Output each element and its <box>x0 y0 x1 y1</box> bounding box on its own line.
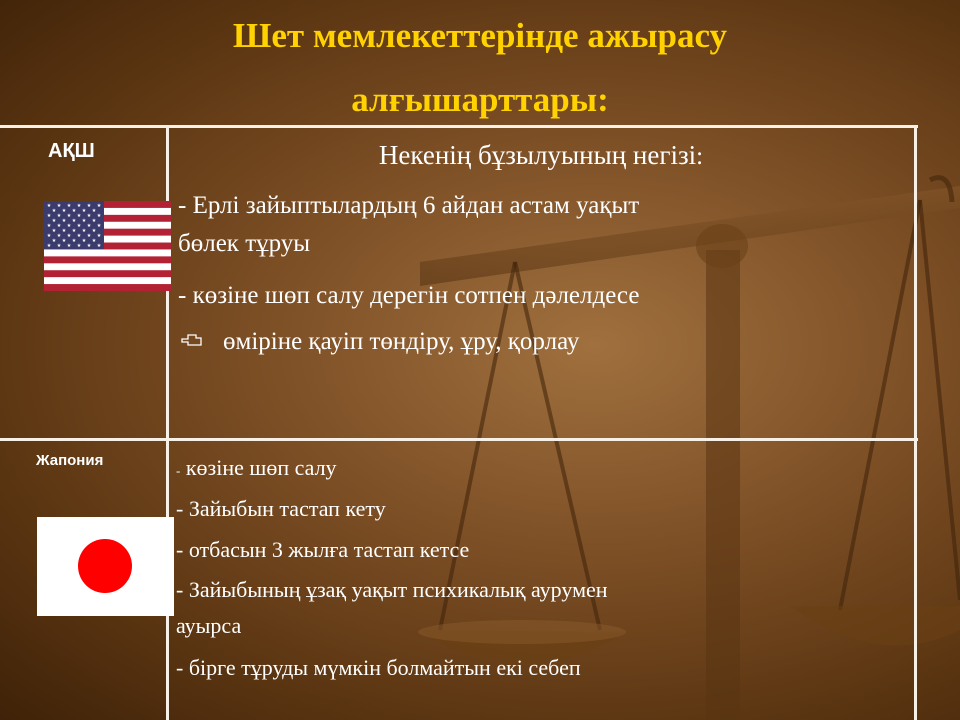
svg-text:★: ★ <box>91 209 97 214</box>
usa-reason-line-1: - Ерлі зайыптылардың 6 айдан астам уақыт <box>178 192 640 219</box>
svg-text:★: ★ <box>76 244 82 249</box>
svg-text:★: ★ <box>61 229 67 234</box>
svg-text:★: ★ <box>81 239 87 244</box>
svg-text:★: ★ <box>86 244 92 249</box>
us-flag-icon <box>44 201 171 291</box>
svg-text:★: ★ <box>91 239 97 244</box>
slide-title-line-2: алғышарттары: <box>351 80 609 119</box>
table-border-middle <box>0 438 918 441</box>
svg-text:★: ★ <box>61 209 67 214</box>
usa-reason-line-4: өміріне қауіп төндіру, ұру, қорлау <box>223 328 580 355</box>
svg-text:★: ★ <box>76 224 82 229</box>
svg-text:★: ★ <box>61 219 67 224</box>
svg-text:★: ★ <box>91 219 97 224</box>
svg-text:★: ★ <box>86 224 92 229</box>
svg-text:★: ★ <box>46 244 52 249</box>
country-label-usa: АҚШ <box>48 140 95 162</box>
svg-text:★: ★ <box>56 214 62 219</box>
svg-text:★: ★ <box>96 214 102 219</box>
svg-text:★: ★ <box>96 224 102 229</box>
usa-heading-text: Некенің бұзылуының негізі <box>378 140 697 170</box>
japan-reason-line-4: - Зайыбының ұзақ уақыт психикалық аурумен <box>176 577 608 602</box>
svg-text:★: ★ <box>96 244 102 249</box>
svg-text:★: ★ <box>71 229 77 234</box>
svg-text:★: ★ <box>66 214 72 219</box>
svg-text:★: ★ <box>56 204 62 209</box>
svg-text:★: ★ <box>56 234 62 239</box>
usa-reason-line-2: бөлек тұруы <box>178 230 311 257</box>
svg-text:★: ★ <box>46 224 52 229</box>
slide-title-line-1: Шет мемлекеттерінде ажырасу <box>232 16 728 55</box>
svg-text:★: ★ <box>66 234 72 239</box>
usa-reason-line-3: - көзіне шөп салу дерегін сотпен дәлелдесе <box>178 282 640 309</box>
svg-text:★: ★ <box>76 234 82 239</box>
svg-text:★: ★ <box>96 204 102 209</box>
japan-reason-line-3: - отбасын 3 жылға тастап кетсе <box>176 537 470 562</box>
svg-text:★: ★ <box>71 209 77 214</box>
svg-text:★: ★ <box>71 219 77 224</box>
svg-text:★: ★ <box>51 239 57 244</box>
svg-text:★: ★ <box>51 219 57 224</box>
svg-text:★: ★ <box>96 234 102 239</box>
svg-text:★: ★ <box>76 214 82 219</box>
svg-text:★: ★ <box>46 214 52 219</box>
svg-text:★: ★ <box>81 209 87 214</box>
svg-text:★: ★ <box>56 224 62 229</box>
svg-text:★: ★ <box>86 234 92 239</box>
svg-text:★: ★ <box>91 229 97 234</box>
japan-reason-line-5: ауырса <box>176 613 242 638</box>
svg-text:★: ★ <box>66 224 72 229</box>
svg-text:★: ★ <box>81 219 87 224</box>
japan-reason-line-1 <box>176 454 337 485</box>
svg-text:★: ★ <box>61 239 67 244</box>
usa-heading-colon: : <box>696 143 704 170</box>
japan-reason-text: көзіне шөп салу <box>180 455 337 480</box>
svg-text:★: ★ <box>51 229 57 234</box>
table-border-top <box>0 125 918 128</box>
svg-text:★: ★ <box>86 214 92 219</box>
table-border-right <box>914 125 917 720</box>
country-label-japan: Жапония <box>36 452 104 469</box>
japan-reason-line-2: - Зайыбын тастап кету <box>176 496 386 521</box>
svg-text:★: ★ <box>66 244 72 249</box>
svg-text:★: ★ <box>66 204 72 209</box>
svg-text:★: ★ <box>51 209 57 214</box>
japan-reason-dash: - <box>176 463 181 478</box>
usa-cell-heading <box>168 140 914 171</box>
svg-text:★: ★ <box>86 204 92 209</box>
svg-text:★: ★ <box>56 244 62 249</box>
pointing-hand-bullet-icon <box>181 333 203 347</box>
svg-text:★: ★ <box>46 234 52 239</box>
japan-reason-line-6: - бірге тұруды мүмкін болмайтын екі себеп <box>176 655 581 680</box>
svg-text:★: ★ <box>76 204 82 209</box>
japan-flag-icon <box>37 517 174 616</box>
svg-text:★: ★ <box>46 204 52 209</box>
svg-text:★: ★ <box>81 229 87 234</box>
svg-text:★: ★ <box>71 239 77 244</box>
